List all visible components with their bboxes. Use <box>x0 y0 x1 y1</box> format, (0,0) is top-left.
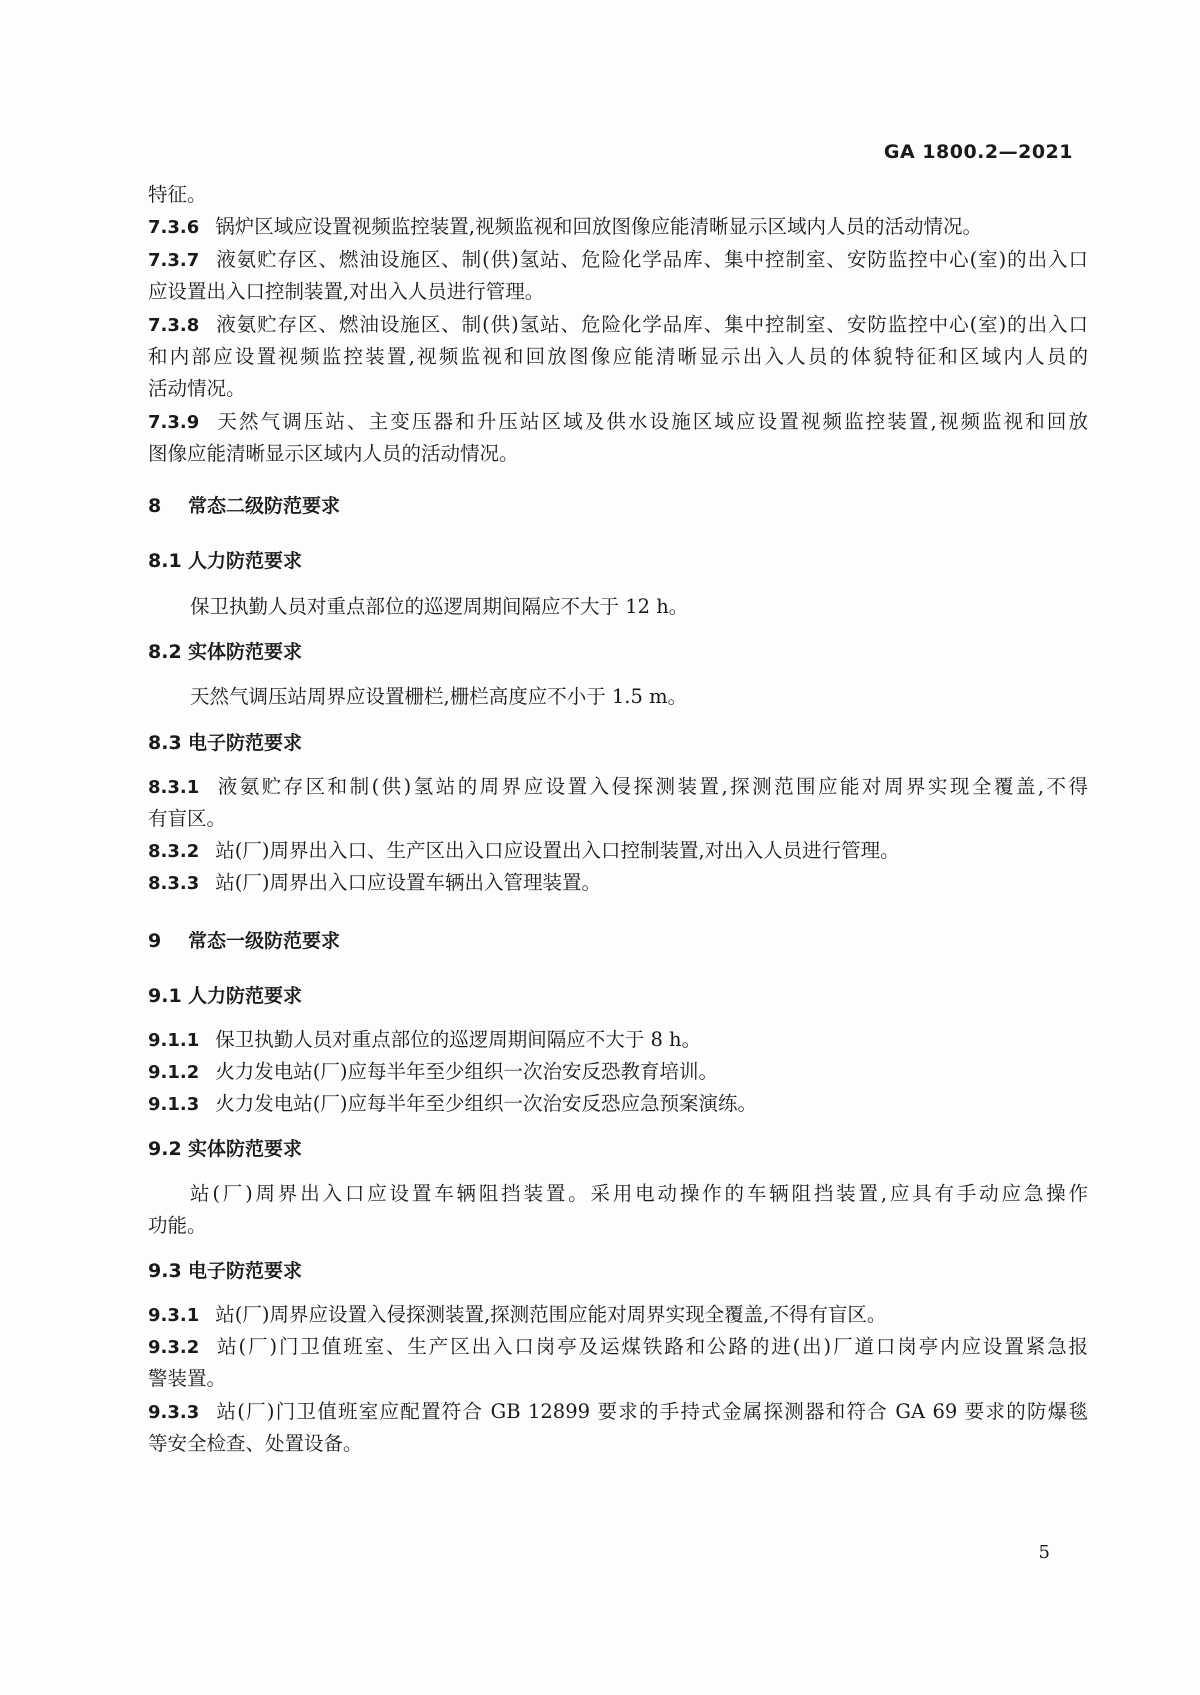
paragraph-line: 特征。 <box>148 183 207 206</box>
section-title: 电子防范要求 <box>188 732 303 754</box>
clause-8-3-2 <box>148 839 1088 864</box>
clause-7-3-8 <box>148 313 1088 338</box>
clause-number: 7.3.9 <box>148 412 200 433</box>
section-title: 实体防范要求 <box>188 641 303 663</box>
section-number: 9.3 <box>148 1260 182 1282</box>
section-number: 9 <box>148 930 162 952</box>
clause-text: 火力发电站(厂)应每半年至少组织一次治安反恐应急预案演练。 <box>215 1092 757 1115</box>
section-heading-9 <box>148 929 340 953</box>
clause-text: 站(厂)周界出入口应设置车辆出入管理装置。 <box>215 871 601 894</box>
section-title: 人力防范要求 <box>188 985 303 1007</box>
section-heading-9-2 <box>148 1137 302 1161</box>
clause-7-3-7 <box>148 248 1088 273</box>
clause-text: 站(厂)周界出入口、生产区出入口应设置出入口控制装置,对出入人员进行管理。 <box>215 839 900 862</box>
clause-number: 9.3.3 <box>148 1402 200 1423</box>
clause-number: 7.3.8 <box>148 315 200 336</box>
section-number: 9.2 <box>148 1138 182 1160</box>
clause-text-continued: 图像应能清晰显示区域内人员的活动情况。 <box>148 442 519 465</box>
clause-text-continued: 有盲区。 <box>148 807 227 830</box>
clause-text: 火力发电站(厂)应每半年至少组织一次治安反恐教育培训。 <box>215 1060 718 1083</box>
clause-text: 天然气调压站、主变压器和升压站区域及供水设施区域应设置视频监控装置,视频监视和回放 <box>215 410 1088 433</box>
clause-number: 9.1.3 <box>148 1094 200 1115</box>
clause-7-3-6 <box>148 215 1088 240</box>
section-title: 常态一级防范要求 <box>188 930 341 952</box>
clause-8-3-1 <box>148 775 1088 800</box>
paragraph-line: 保卫执勤人员对重点部位的巡逻周期间隔应不大于 12 h。 <box>190 595 689 618</box>
clause-text-continued: 活动情况。 <box>148 377 246 400</box>
clause-number: 9.1.1 <box>148 1030 200 1051</box>
paragraph-line-continued: 功能。 <box>148 1214 207 1237</box>
section-heading-9-3 <box>148 1259 302 1283</box>
section-number: 8.1 <box>148 550 182 572</box>
clause-9-1-1 <box>148 1028 1088 1053</box>
clause-text: 液氨贮存区、燃油设施区、制(供)氢站、危险化学品库、集中控制室、安防监控中心(室)的出入口 <box>215 313 1088 336</box>
clause-number: 9.3.2 <box>148 1337 200 1358</box>
clause-text: 液氨贮存区和制(供)氢站的周界应设置入侵探测装置,探测范围应能对周界实现全覆盖,不得 <box>215 775 1088 798</box>
clause-text: 保卫执勤人员对重点部位的巡逻周期间隔应不大于 8 h。 <box>215 1028 702 1051</box>
section-number: 8 <box>148 495 162 517</box>
section-number: 8.2 <box>148 641 182 663</box>
standard-code: GA 1800.2—2021 <box>883 141 1073 163</box>
clause-text: 站(厂)周界应设置入侵探测装置,探测范围应能对周界实现全覆盖,不得有盲区。 <box>215 1303 887 1326</box>
clause-text-continued: 应设置出入口控制装置,对出入人员进行管理。 <box>148 280 545 303</box>
clause-9-3-1 <box>148 1303 1088 1328</box>
clause-number: 8.3.1 <box>148 777 200 798</box>
clause-text-continued: 警装置。 <box>148 1367 227 1390</box>
section-title: 人力防范要求 <box>188 550 303 572</box>
paragraph-line: 天然气调压站周界应设置栅栏,栅栏高度应不小于 1.5 m。 <box>190 685 688 708</box>
page-number: 5 <box>1038 1542 1050 1563</box>
clause-text: 站(厂)门卫值班室、生产区出入口岗亭及运煤铁路和公路的进(出)厂道口岗亭内应设置紧急报 <box>215 1335 1088 1358</box>
clause-text-continued: 等安全检查、处置设备。 <box>148 1432 363 1455</box>
clause-9-1-2 <box>148 1060 1088 1085</box>
section-heading-8-3 <box>148 731 302 755</box>
clause-number: 9.3.1 <box>148 1305 200 1326</box>
clause-7-3-9 <box>148 410 1088 435</box>
section-number: 9.1 <box>148 985 182 1007</box>
clause-text: 站(厂)门卫值班室应配置符合 GB 12899 要求的手持式金属探测器和符合 GA 69 要求的防爆毯 <box>215 1400 1088 1423</box>
section-heading-8 <box>148 494 340 518</box>
clause-text: 锅炉区域应设置视频监控装置,视频监视和回放图像应能清晰显示区域内人员的活动情况。 <box>215 215 982 238</box>
clause-number: 8.3.2 <box>148 841 200 862</box>
section-heading-8-2 <box>148 640 302 664</box>
clause-9-3-3 <box>148 1400 1088 1425</box>
clause-number: 7.3.6 <box>148 217 200 238</box>
clause-number: 8.3.3 <box>148 873 200 894</box>
section-heading-9-1 <box>148 984 302 1008</box>
section-title: 电子防范要求 <box>188 1260 303 1282</box>
section-heading-8-1 <box>148 549 302 573</box>
clause-number: 9.1.2 <box>148 1062 200 1083</box>
clause-9-1-3 <box>148 1092 1088 1117</box>
section-title: 实体防范要求 <box>188 1138 303 1160</box>
section-number: 8.3 <box>148 732 182 754</box>
clause-number: 7.3.7 <box>148 250 200 271</box>
section-title: 常态二级防范要求 <box>188 495 341 517</box>
clause-9-3-2 <box>148 1335 1088 1360</box>
clause-text: 液氨贮存区、燃油设施区、制(供)氢站、危险化学品库、集中控制室、安防监控中心(室)的出入口 <box>215 248 1088 271</box>
clause-text-continued: 和内部应设置视频监控装置,视频监视和回放图像应能清晰显示出入人员的体貌特征和区域内人员的 <box>148 345 1088 368</box>
clause-8-3-3 <box>148 871 1088 896</box>
paragraph-line: 站(厂)周界出入口应设置车辆阻挡装置。采用电动操作的车辆阻挡装置,应具有手动应急操作 <box>190 1182 1088 1205</box>
